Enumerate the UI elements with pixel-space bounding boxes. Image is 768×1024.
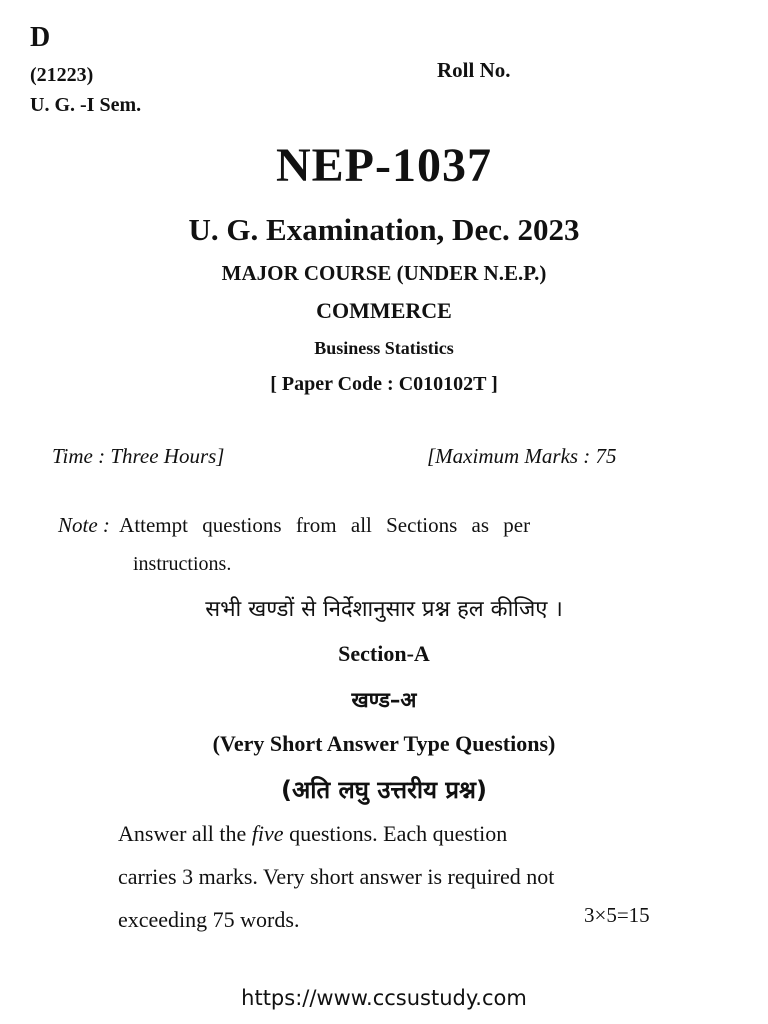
- instruction-emphasis: five: [251, 821, 284, 846]
- semester-label: U. G. -I Sem.: [30, 94, 142, 116]
- time-label: Time : Three Hours]: [52, 444, 225, 468]
- instruction-line: [118, 821, 507, 847]
- instruction-line: carries 3 marks. Very short answer is required not: [118, 864, 555, 889]
- paper-code: [ Paper Code : C010102T ]: [270, 373, 498, 395]
- instruction-text: questions. Each question: [283, 821, 508, 846]
- section-type-hindi: (अति लघु उत्तरीय प्रश्न): [280, 776, 487, 804]
- course-line: MAJOR COURSE (UNDER N.E.P.): [221, 261, 547, 285]
- note-text: Attempt questions from all Sections as per: [119, 513, 531, 537]
- source-url: https://www.ccsustudy.com: [241, 986, 527, 1010]
- roll-no-label: Roll No.: [437, 58, 511, 82]
- paper-number: NEP-1037: [276, 139, 492, 192]
- instruction-text: Answer all the: [118, 821, 252, 846]
- note-text-continued: instructions.: [133, 553, 232, 575]
- series-letter: D: [30, 22, 51, 53]
- note-hindi: सभी खण्डों से निर्देशानुसार प्रश्न हल कीजिए ।: [205, 597, 563, 622]
- subject-line: COMMERCE: [316, 298, 452, 323]
- section-title-hindi: खण्ड–अ: [351, 688, 417, 712]
- exam-code: (21223): [30, 64, 94, 86]
- max-marks-label: [Maximum Marks : 75: [427, 444, 617, 468]
- section-title: Section-A: [338, 641, 430, 666]
- exam-title: U. G. Examination, Dec. 2023: [188, 212, 580, 247]
- section-type: (Very Short Answer Type Questions): [212, 731, 556, 756]
- note-line: [58, 513, 673, 538]
- note-label: Note :: [58, 513, 110, 537]
- instruction-line: exceeding 75 words.: [118, 907, 300, 932]
- paper-title: Business Statistics: [314, 338, 454, 358]
- marks-formula: 3×5=15: [584, 903, 650, 927]
